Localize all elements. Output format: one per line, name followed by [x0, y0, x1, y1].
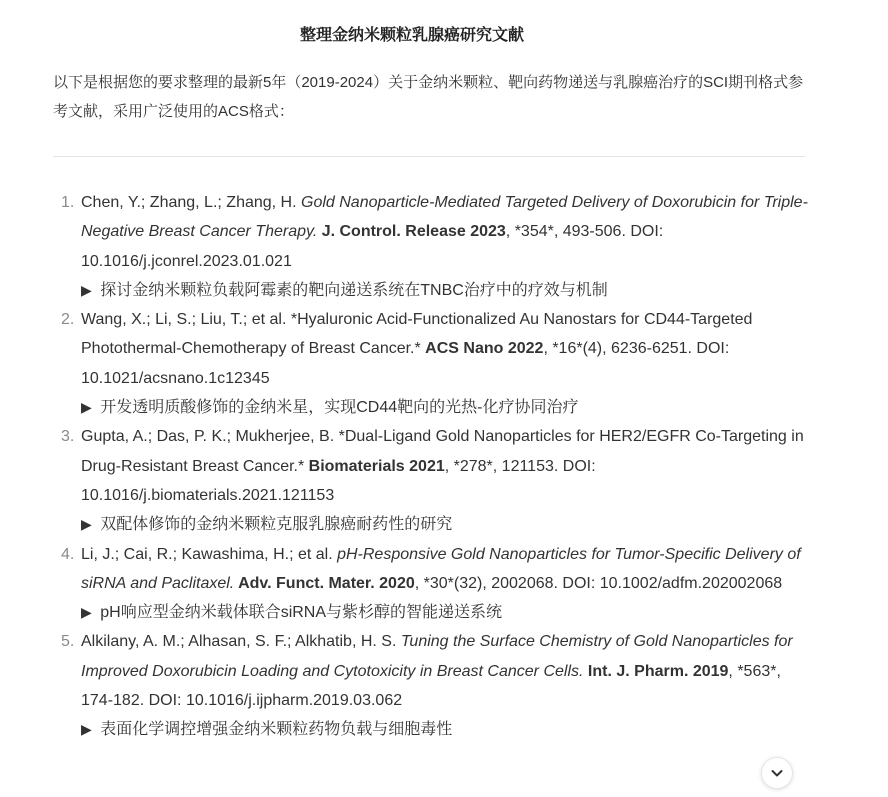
reference-item-1 [53, 188, 813, 305]
arrow-icon: ▶ [81, 399, 92, 416]
reference-note-text: pH响应型金纳米载体联合siRNA与紫杉醇的智能递送系统 [100, 604, 503, 622]
reference-journal: ACS Nano 2022 [425, 340, 544, 358]
reference-note [81, 276, 813, 305]
reference-journal: Biomaterials 2021 [308, 457, 445, 475]
intro-paragraph: 以下是根据您的要求整理的最新5年（2019-2024）关于金纳米颗粒、靶向药物递送与乳腺癌治疗的SCI期刊格式参考文献，采用广泛使用的ACS格式： [53, 74, 804, 120]
reference-note [81, 393, 813, 422]
reference-note-text: 表面化学调控增强金纳米颗粒药物负载与细胞毒性 [100, 721, 453, 739]
reference-details: , *563*, 174-182. DOI: 10.1016/j.ijpharm.2019.03.062 [81, 662, 781, 710]
reference-note [81, 598, 813, 627]
reference-note-text: 探讨金纳米颗粒负载阿霉素的靶向递送系统在TNBC治疗中的疗效与机制 [100, 281, 608, 299]
arrow-icon: ▶ [81, 516, 92, 533]
reference-item-3 [53, 422, 813, 539]
arrow-icon: ▶ [81, 721, 92, 738]
reference-title: Gold Nanoparticle-Mediated Targeted Delivery of Doxorubicin for Triple-Negative Breast Cancer Therapy. [81, 194, 808, 241]
reference-authors: Gupta, A.; Das, P. K.; Mukherjee, B. *Dual-Ligand Gold Nanoparticles for HER2/EGFR Co-Targeting in Drug-Resistant Breast Cancer.* [81, 428, 804, 475]
reference-note [81, 715, 813, 744]
reference-authors: Wang, X.; Li, S.; Liu, T.; et al. *Hyaluronic Acid-Functionalized Au Nanostars for CD44-Targeted Photothermal-Chemotherapy of Breast Cancer.* [81, 311, 753, 358]
reference-list [53, 188, 813, 745]
reference-note [81, 510, 813, 539]
reference-number: 5. [61, 633, 75, 651]
reference-item-2 [53, 305, 813, 422]
reference-details: , *278*, 121153. DOI: 10.1016/j.biomaterials.2021.121153 [81, 457, 596, 504]
reference-number: 1. [61, 194, 75, 211]
reference-authors: Chen, Y.; Zhang, L.; Zhang, H. [81, 194, 301, 211]
reference-journal: J. Control. Release 2023 [317, 223, 506, 241]
reference-title: pH-Responsive Gold Nanoparticles for Tumor-Specific Delivery of siRNA and Paclitaxel. [81, 545, 801, 592]
reference-number: 3. [61, 428, 75, 446]
reference-journal: Adv. Funct. Mater. 2020 [234, 574, 415, 592]
arrow-icon: ▶ [81, 281, 92, 298]
reference-item-5 [53, 627, 813, 744]
reference-number: 2. [61, 311, 75, 329]
reference-details: , *30*(32), 2002068. DOI: 10.1002/adfm.202002068 [414, 574, 783, 592]
divider [53, 156, 805, 157]
reference-note-text: 开发透明质酸修饰的金纳米星，实现CD44靶向的光热-化疗协同治疗 [100, 399, 579, 417]
arrow-icon: ▶ [81, 604, 92, 621]
reference-note-text: 双配体修饰的金纳米颗粒克服乳腺癌耐药性的研究 [100, 516, 453, 534]
scroll-down-button[interactable] [761, 757, 793, 789]
reference-authors: Alkilany, A. M.; Alhasan, S. F.; Alkhatib, H. S. [81, 633, 401, 651]
document-title: 整理金纳米颗粒乳腺癌研究文献 [299, 27, 524, 44]
reference-item-4 [53, 540, 813, 628]
reference-details: , *16*(4), 6236-6251. DOI: 10.1021/acsnano.1c12345 [81, 340, 730, 387]
reference-authors: Li, J.; Cai, R.; Kawashima, H.; et al. [81, 545, 338, 563]
reference-number: 4. [61, 545, 75, 563]
reference-journal: Int. J. Pharm. 2019 [583, 662, 729, 680]
reference-details: , *354*, 493-506. DOI: 10.1016/j.jconrel.2023.01.021 [81, 223, 664, 270]
reference-title: Tuning the Surface Chemistry of Gold Nanoparticles for Improved Doxorubicin Loading and Cytotoxicity in Breast Cancer Cells. [81, 633, 793, 680]
chevron-down-icon [769, 765, 785, 781]
